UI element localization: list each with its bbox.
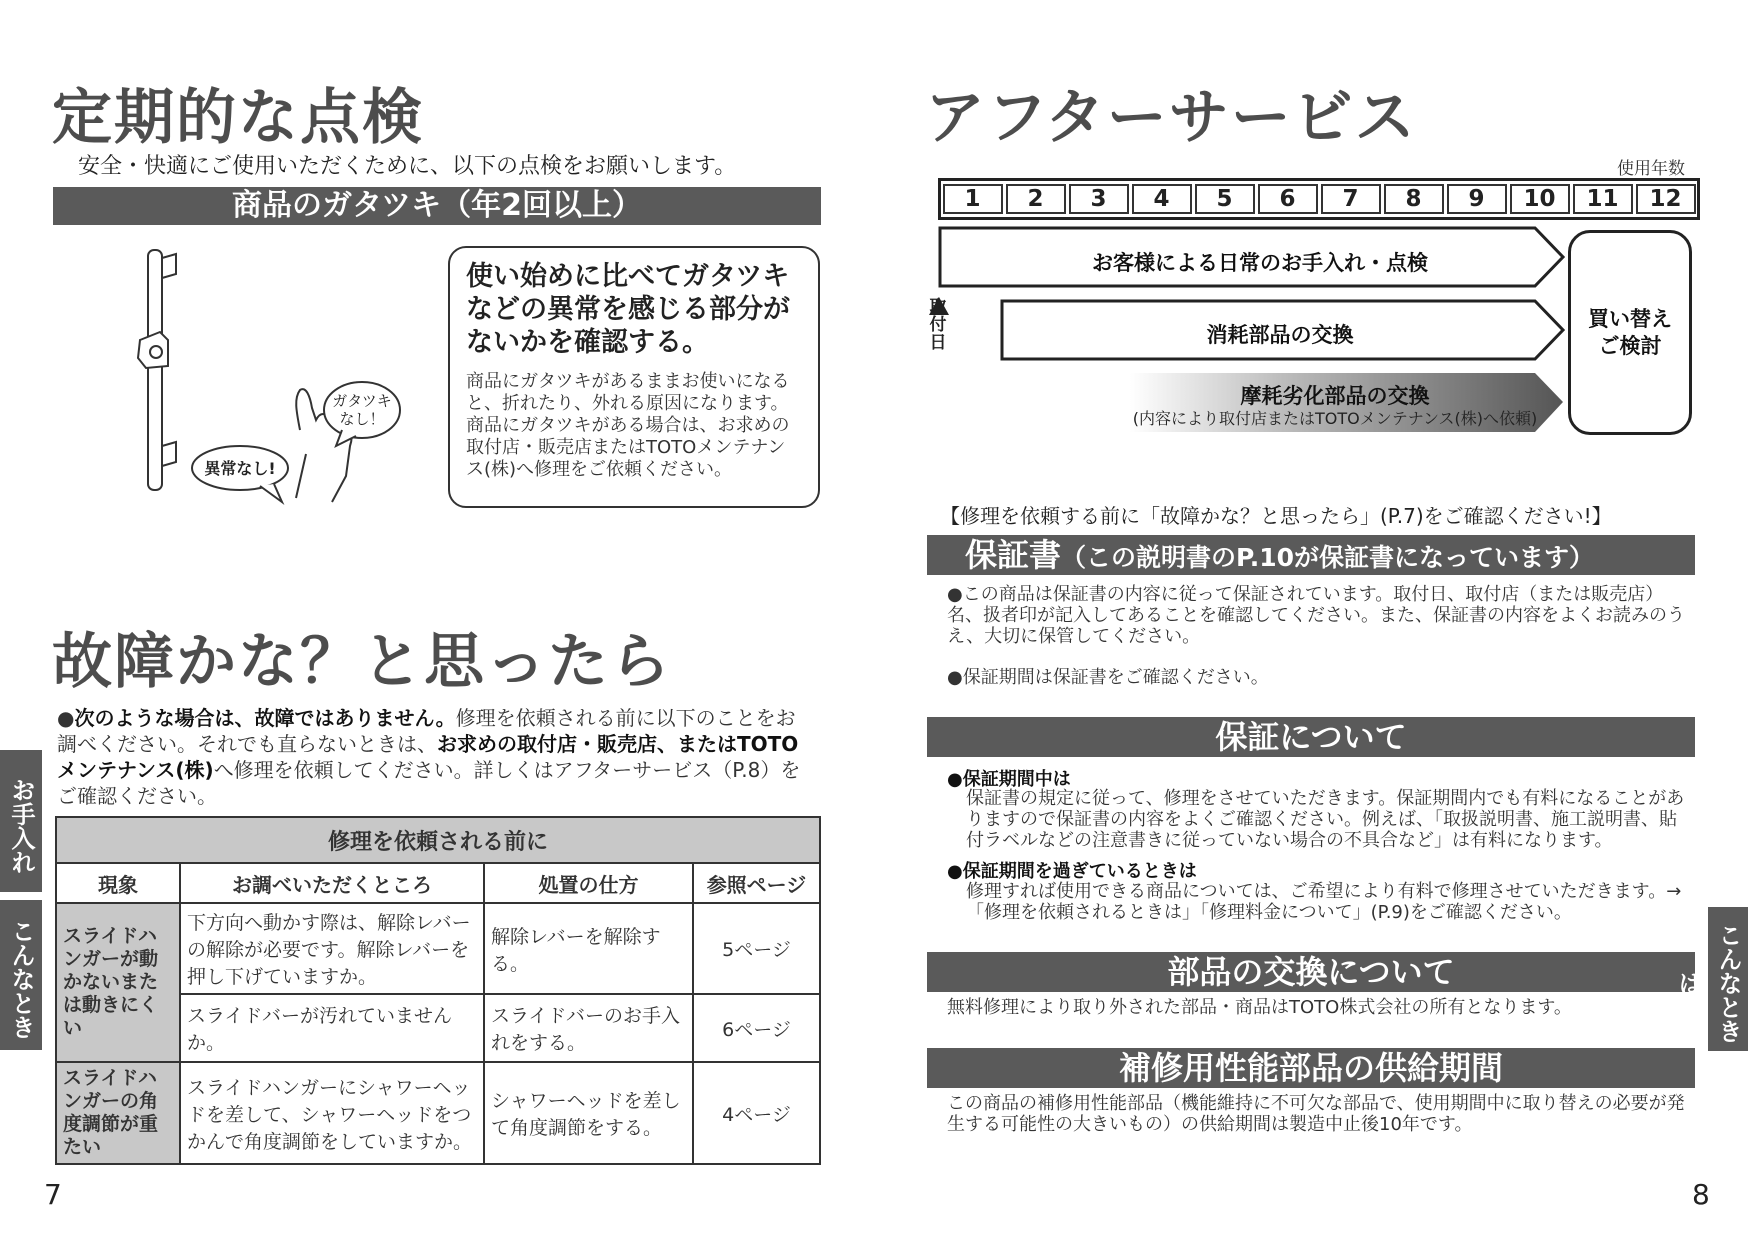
page-number-left: 7 <box>44 1178 62 1211</box>
warranty-bullet-1: ●この商品は保証書の内容に従って保証されています。取付日、取付店（または販売店）名、扱者印が記入してあることを確認してください。また、保証書の内容をよくお読みのうえ、大切に保管してください。 <box>947 584 1685 647</box>
year-cell: 11 <box>1573 184 1633 214</box>
section-band-about-warranty: 保証について <box>927 717 1695 757</box>
callout-body: 商品にガタツキがあるままお使いになると、折れたり、外れる原因になります。商品にガタツキがある場合は、お求めの取付店・販売店またはTOTOメンテナンス(株)へ修理をご依頼ください。 <box>466 371 790 480</box>
table-symptom-1: スライドハンガーが動かないまたは動きにくい <box>56 903 180 1062</box>
after-period-heading: ●保証期間を過ぎているときは <box>947 861 1197 882</box>
year-cell: 3 <box>1069 184 1129 214</box>
arrow-daily-care-label: お客様による日常のお手入れ・点検 <box>1092 251 1428 275</box>
install-day-label: 取付日 <box>929 297 947 353</box>
table-check-cell: スライドハンガーにシャワーヘッドを差して、シャワーヘッドをつかんで角度調節をしていますか。 <box>180 1062 484 1164</box>
bubble-rattle-text-1: ガタツキ <box>332 392 392 410</box>
pre-repair-note: 【修理を依頼する前に「故障かな？と思ったら」(P.7)をご確認ください!】 <box>940 504 1612 528</box>
page-title-inspection: 定期的な点検 <box>52 83 424 153</box>
page-title-after-service: アフターサービス <box>925 83 1417 153</box>
table-action-cell: シャワーヘッドを差して角度調節をする。 <box>484 1062 693 1164</box>
year-cell: 1 <box>943 184 1003 214</box>
year-cell: 9 <box>1447 184 1507 214</box>
year-cell: 6 <box>1258 184 1318 214</box>
year-cell: 10 <box>1510 184 1570 214</box>
table-check-cell: 下方向へ動かす際は、解除レバーの解除が必要です。解除レバーを押し下げていますか。 <box>180 903 484 994</box>
rattle-callout-box <box>448 246 820 508</box>
section-band-rattle: 商品のガタツキ（年2回以上） <box>53 187 821 225</box>
years-of-use-label: 使用年数 <box>1617 159 1685 179</box>
page-number-right: 8 <box>1692 1178 1710 1211</box>
replacement-consideration-box <box>1568 230 1692 435</box>
buy-line-2: ご検討 <box>1598 333 1662 358</box>
trouble-bold-2: お求めの取付店・販売店、またはTOTOメンテナンス(株) <box>57 732 799 782</box>
slide-bar-icon <box>138 250 176 490</box>
trouble-text-1: 修理を依頼される前に以下のことをお調べください。それでも直らないときは、 <box>57 706 796 756</box>
warranty-bullet-2: ●保証期間は保証書をご確認ください。 <box>947 667 1269 688</box>
callout-heading: 使い始めに比べてガタツキなどの異常を感じる部分がないかを確認する。 <box>466 261 790 358</box>
year-cell: 5 <box>1195 184 1255 214</box>
bubble-rattle-text-2: なし！ <box>339 410 385 428</box>
table-header-action: 処置の仕方 <box>484 863 693 903</box>
page-title-troubleshooting: 故障かな？と思ったら <box>52 627 672 697</box>
parts-supply-text: この商品の補修用性能部品（機能維持に不可欠な部品で、使用期間中に取り替えの必要が発生する可能性の大きいもの）の供給期間は製造中止後10年です。 <box>947 1093 1685 1135</box>
table-action-cell: スライドバーのお手入れをする。 <box>484 994 693 1062</box>
trouble-text-2: へ修理を依頼してください。詳しくはアフターサービス（P.8）をご確認ください。 <box>57 758 801 808</box>
side-tab-troubleshooting-right[interactable]: こんなときは <box>1708 907 1748 1051</box>
table-symptom-2: スライドハンガーの角度調節が重たい <box>56 1062 180 1164</box>
table-header-check: お調べいただくところ <box>180 863 484 903</box>
in-period-text: 保証書の規定に従って、修理をさせていただきます。保証期間内でも有料になることがありますので保証書の内容をよくご確認ください。例えば、「取扱説明書、施工説明書、貼付ラベルなどの注意書きに従っていない場合の不具合など」は有料になります。 <box>966 788 1685 851</box>
year-cell: 2 <box>1006 184 1066 214</box>
trouble-bold-1: 次のような場合は、故障ではありません。 <box>74 706 456 730</box>
after-period-text: 修理すれば使用できる商品については、ご希望により有料で修理させていただきます。→「修理を依頼されるときは」「修理料金について」(P.9)をご確認ください。 <box>966 881 1682 923</box>
table-caption: 修理を依頼される前に <box>56 817 820 863</box>
arrow-wear-label: 摩耗劣化部品の交換 <box>1240 384 1430 408</box>
section-band-parts-replacement: 部品の交換について <box>927 952 1695 992</box>
parts-replacement-text: 無料修理により取り外された部品・商品はTOTO株式会社の所有となります。 <box>947 997 1572 1018</box>
arrow-wear-sublabel: (内容により取付店またはTOTOメンテナンス(株)へ依頼) <box>1132 409 1538 428</box>
troubleshooting-intro: ●次のような場合は、故障ではありません。修理を依頼される前に以下のことをお調べください。それでも直らないときは、お求めの取付店・販売店、またはTOTOメンテナンス(株)へ修理を依頼してください。詳しくはアフターサービス（P.8）をご確認ください。 <box>57 706 801 808</box>
bubble-ok-text: 異常なし! <box>204 459 276 478</box>
buy-line-1: 買い替え <box>1588 306 1672 331</box>
table-row <box>56 903 820 994</box>
table-action-cell: 解除レバーを解除する。 <box>484 903 693 994</box>
year-cell: 8 <box>1384 184 1444 214</box>
side-tab-troubleshooting-left[interactable]: こんなとき <box>0 900 42 1050</box>
table-check-cell: スライドバーが汚れていませんか。 <box>180 994 484 1062</box>
side-tab-care[interactable]: お手入れ <box>0 750 42 892</box>
table-header-page: 参照ページ <box>693 863 820 903</box>
year-cell: 12 <box>1636 184 1696 214</box>
warranty-title: 保証書 <box>965 536 1062 574</box>
speech-bubble-no-issue <box>192 446 288 502</box>
year-cell: 4 <box>1132 184 1192 214</box>
year-cell: 7 <box>1321 184 1381 214</box>
table-page-cell: 4ページ <box>693 1062 820 1164</box>
years-scale <box>938 178 1700 220</box>
slide-bar-illustration <box>110 240 420 510</box>
section-band-parts-supply: 補修用性能部品の供給期間 <box>927 1048 1695 1088</box>
table-header-symptom: 現象 <box>56 863 180 903</box>
troubleshooting-table <box>55 816 821 1165</box>
section-band-warranty <box>927 535 1695 575</box>
arrow-consumable-label: 消耗部品の交換 <box>1206 323 1354 347</box>
table-page-cell: 6ページ <box>693 994 820 1062</box>
in-period-heading: ●保証期間中は <box>947 769 1071 790</box>
table-page-cell: 5ページ <box>693 903 820 994</box>
warranty-subtitle: （この説明書のP.10が保証書になっています） <box>1061 543 1595 572</box>
inspection-intro: 安全・快適にご使用いただくために、以下の点検をお願いします。 <box>78 154 737 179</box>
table-row <box>56 1062 820 1164</box>
